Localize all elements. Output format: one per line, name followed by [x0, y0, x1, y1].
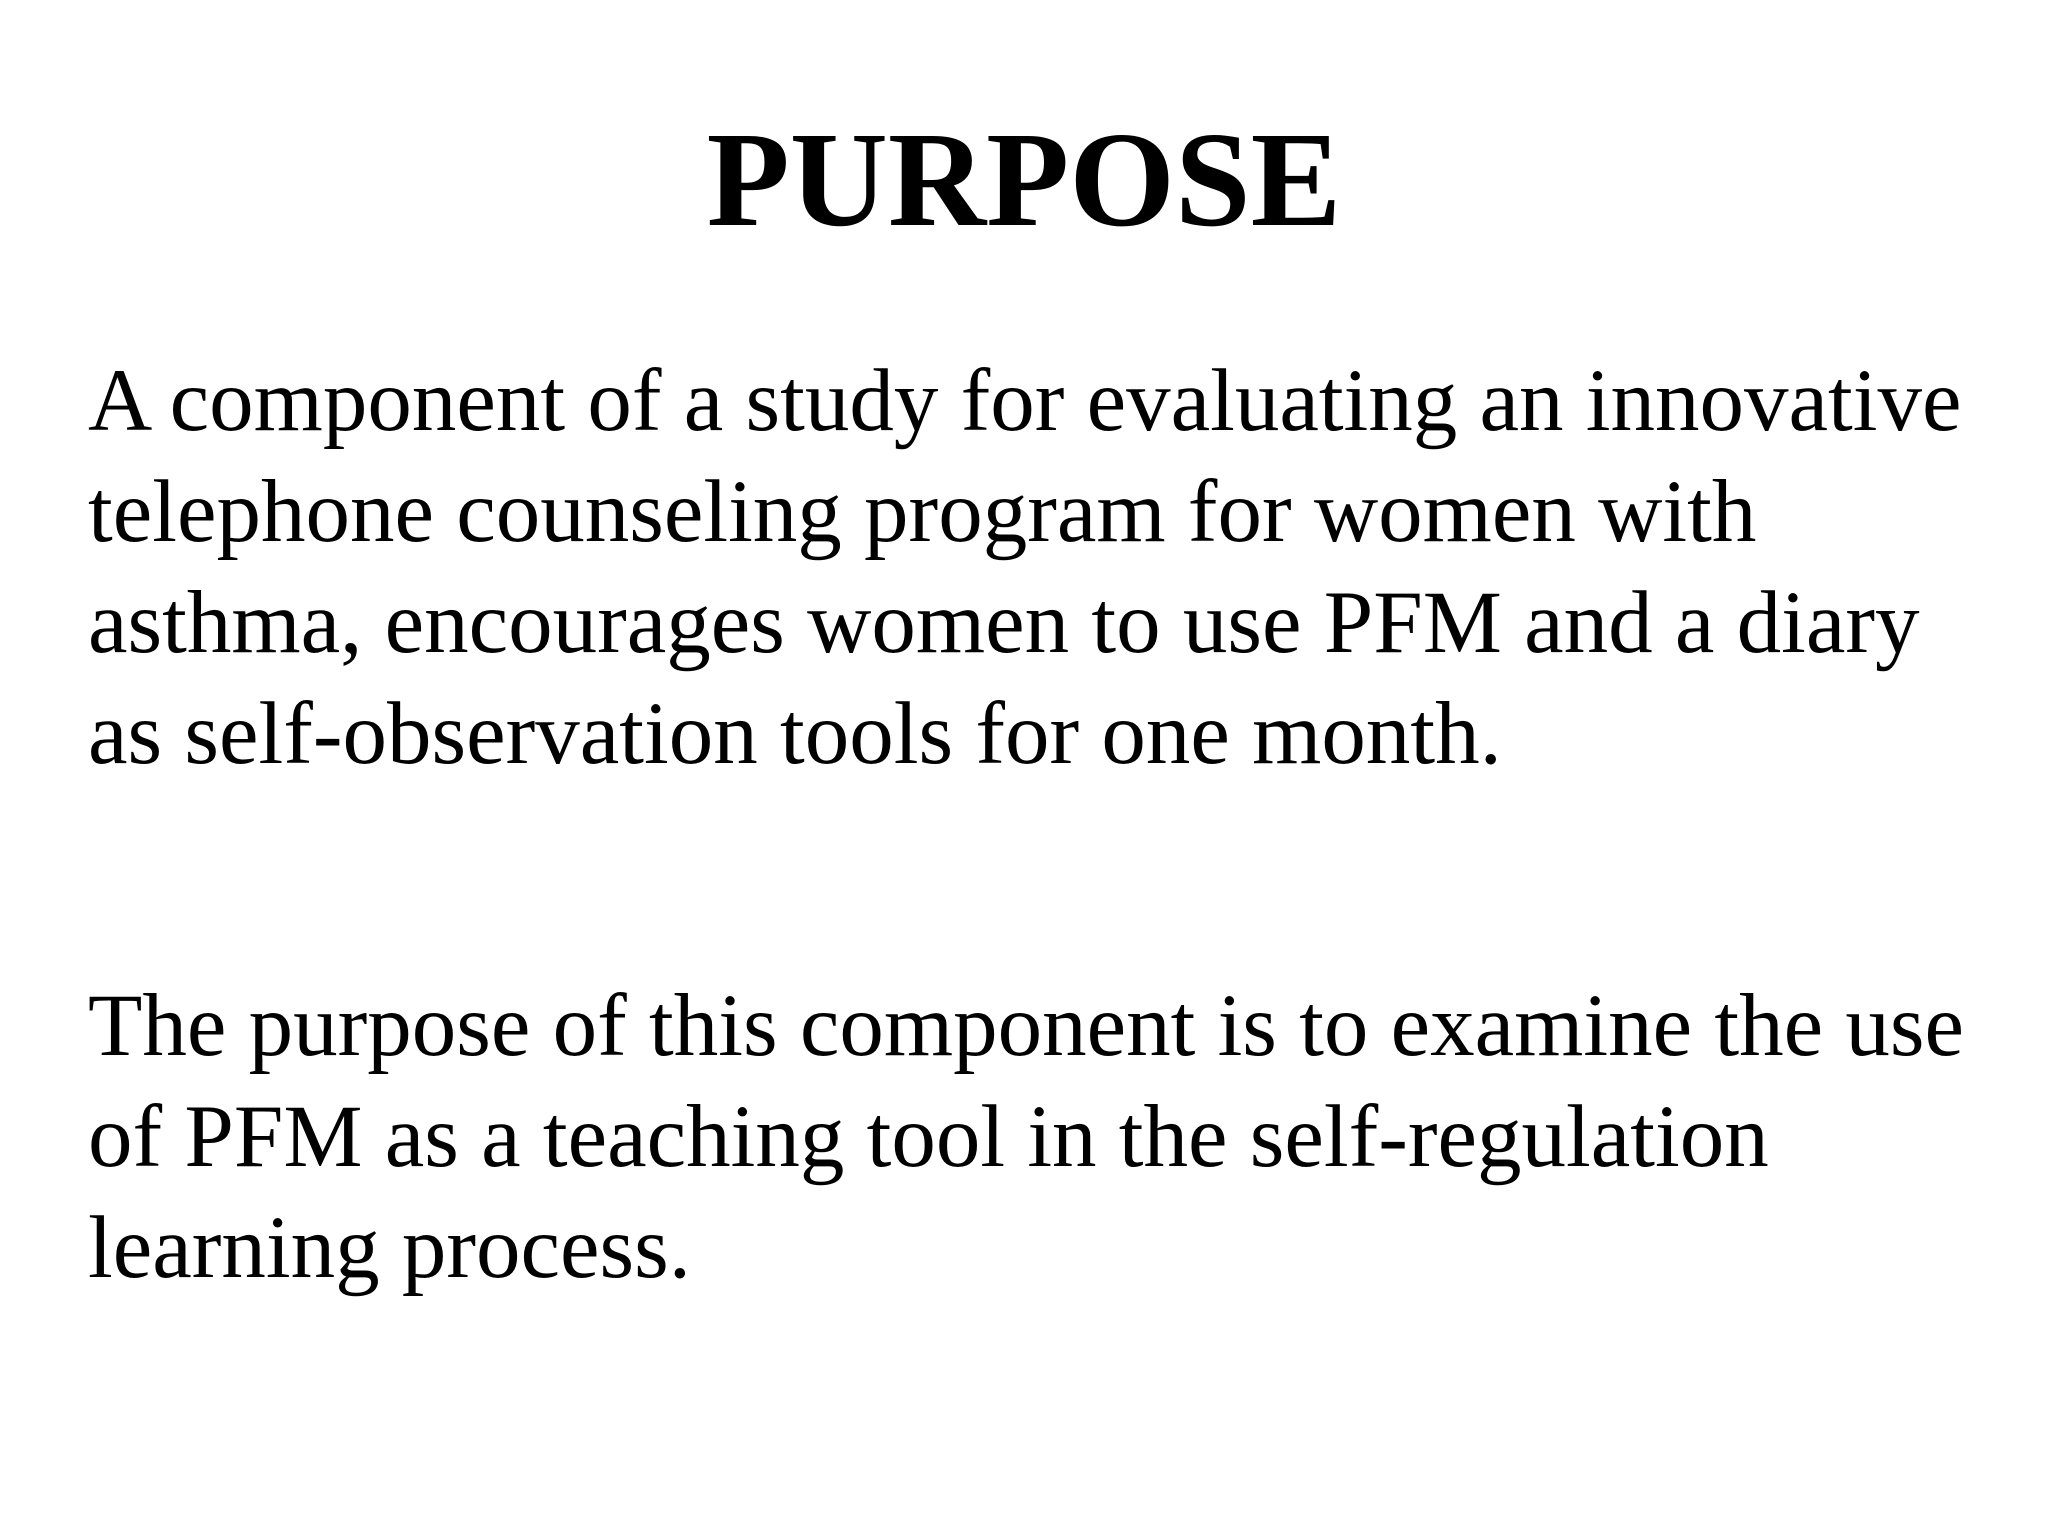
- slide-paragraph-2: The purpose of this component is to examine the use of PFM as a teaching tool in the self-regulation learning process.: [88, 977, 1964, 1297]
- slide-paragraph-1: A component of a study for evaluating an innovative telephone counseling program for women with asthma, encourages women to use PFM and a diary as self-observation tools for one month.: [88, 352, 1962, 783]
- slide-title: PURPOSE: [706, 105, 1342, 255]
